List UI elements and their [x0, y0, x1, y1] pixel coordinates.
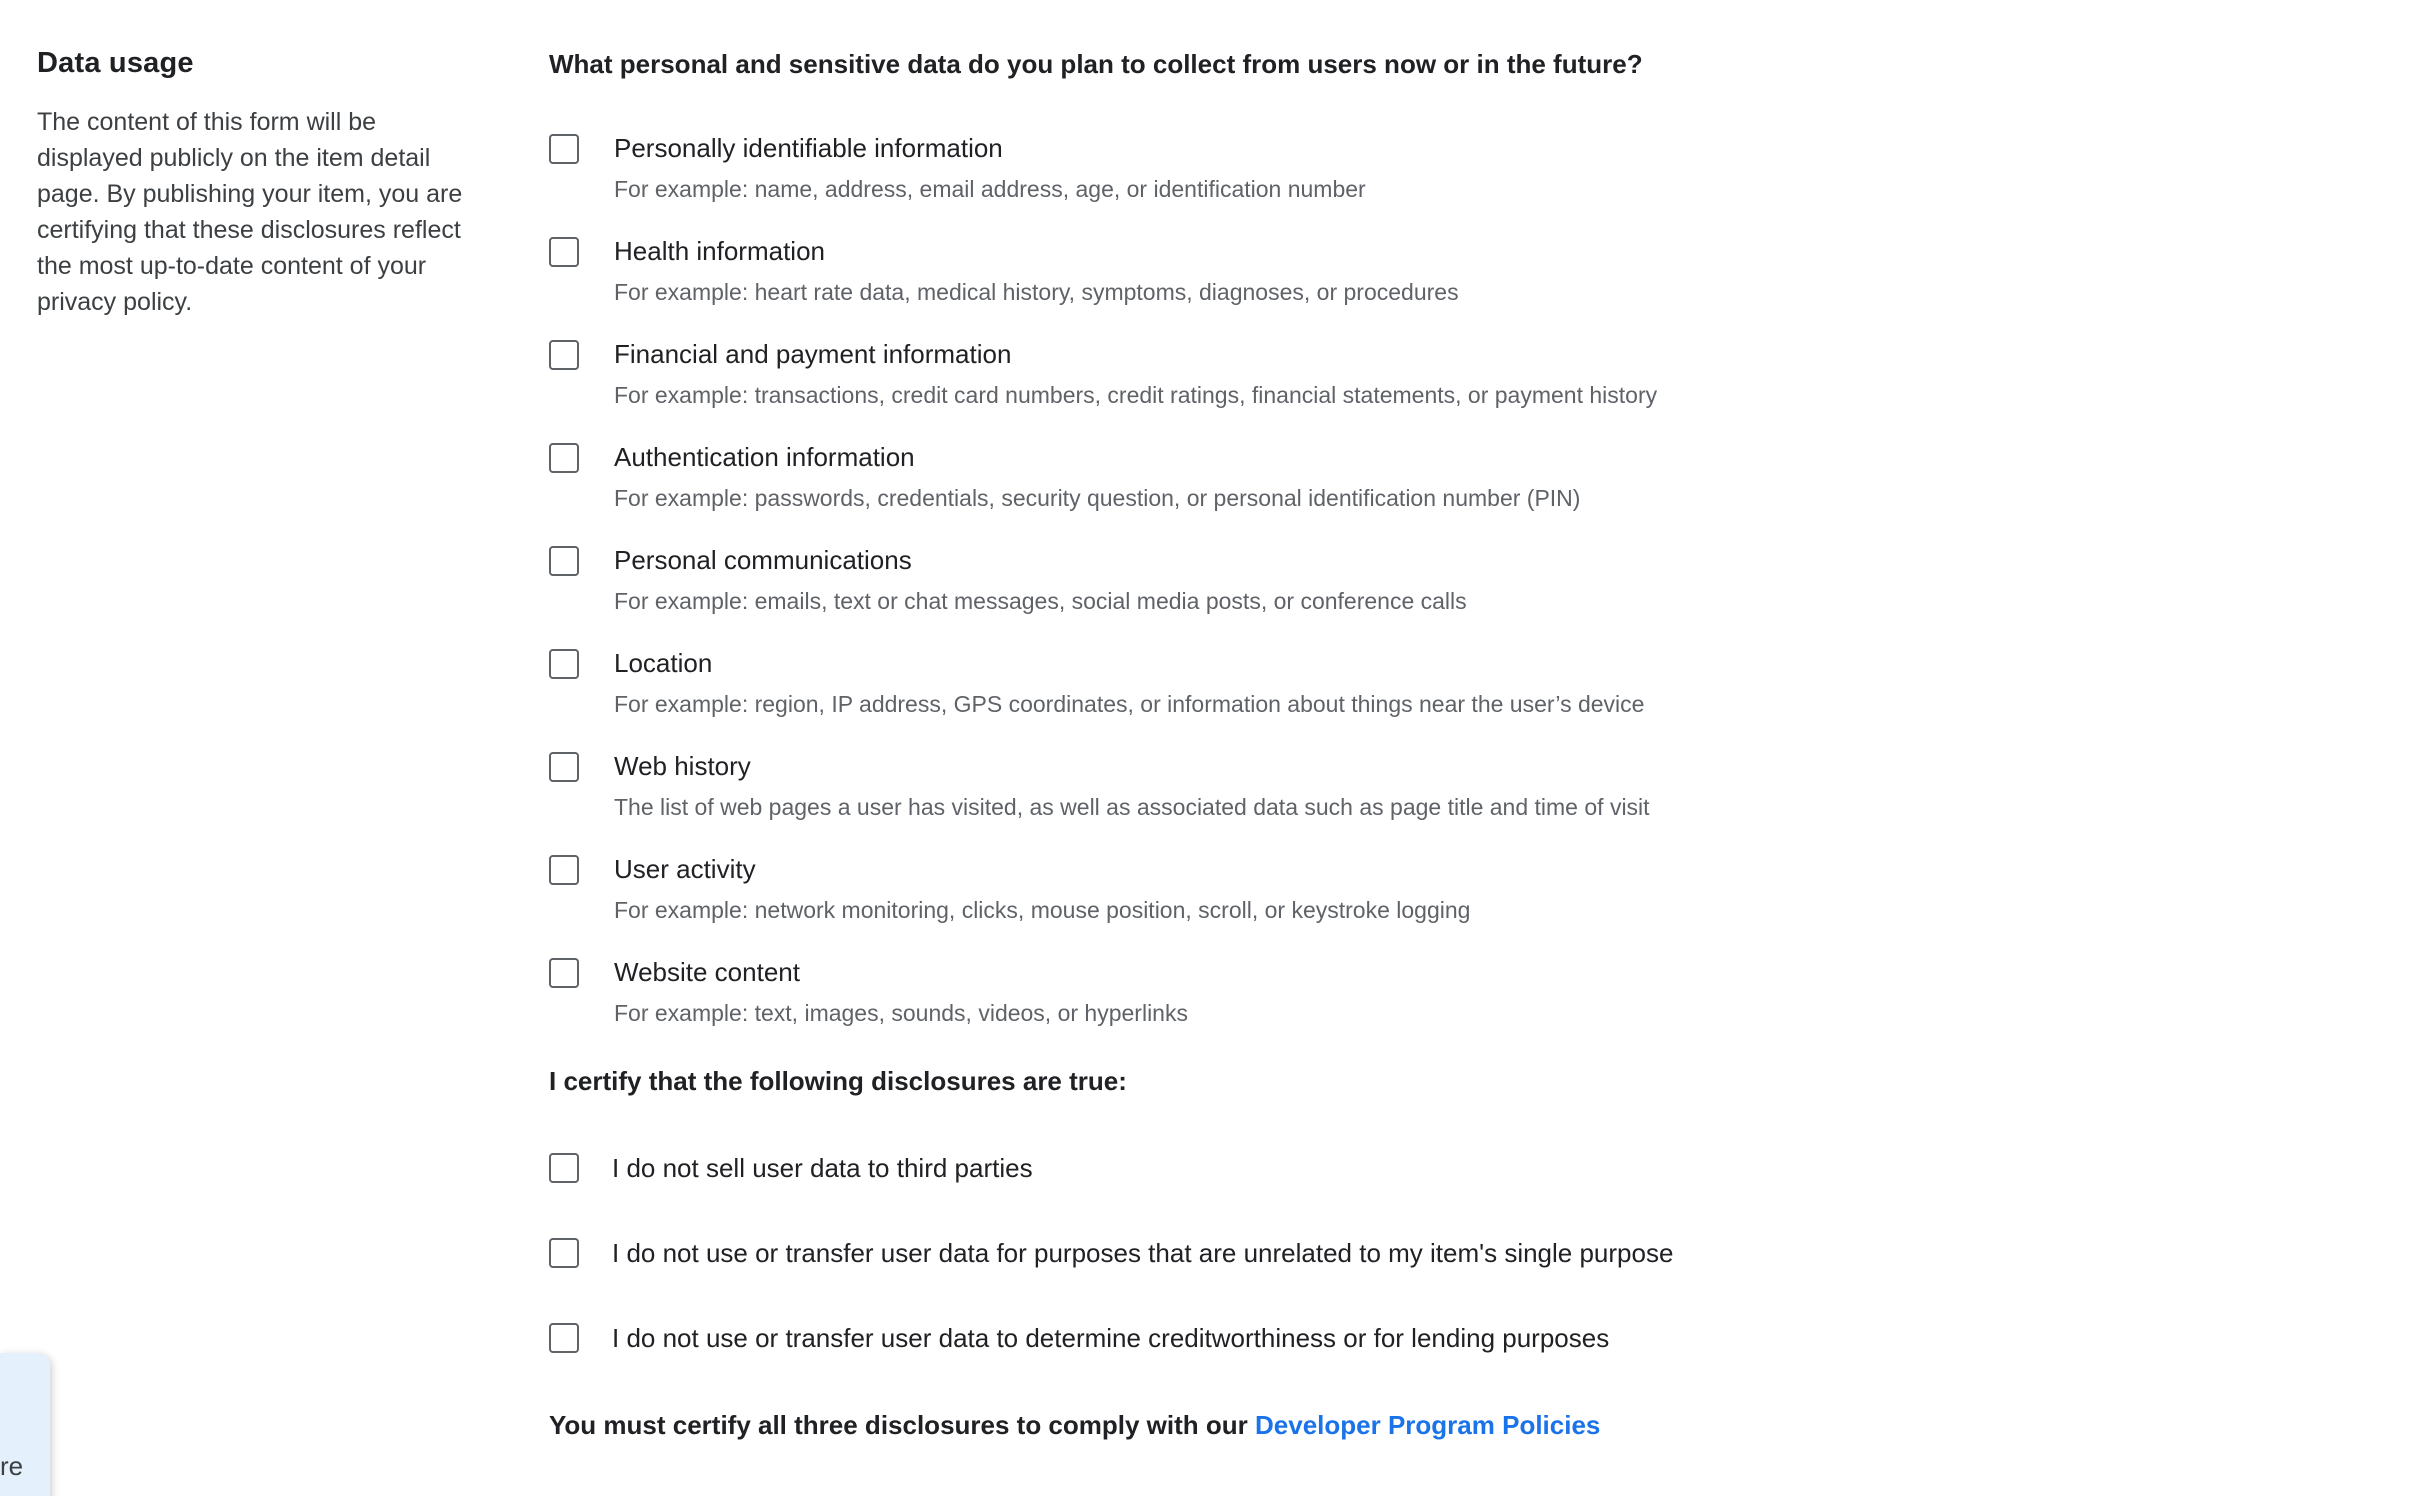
certification-label: I do not use or transfer user data for purposes that are unrelated to my item's single purpose — [612, 1238, 1674, 1268]
data-type-row[interactable] — [549, 956, 2309, 1028]
data-type-description: For example: network monitoring, clicks, mouse position, scroll, or keystroke logging — [614, 897, 1471, 923]
data-type-label: Authentication information — [614, 442, 915, 472]
checkbox-unchecked[interactable] — [549, 1238, 579, 1268]
certification-row[interactable] — [549, 1152, 2309, 1184]
data-type-texts — [614, 544, 1467, 616]
section-title: Data usage — [37, 47, 194, 79]
data-type-label: Web history — [614, 751, 751, 781]
checkbox-unchecked[interactable] — [549, 237, 579, 267]
checkbox-unchecked[interactable] — [549, 752, 579, 782]
certification-row[interactable] — [549, 1322, 2309, 1354]
data-usage-form — [549, 48, 2309, 1441]
cutoff-toast[interactable] — [0, 1353, 50, 1496]
data-type-label: Location — [614, 648, 713, 678]
data-type-label: Health information — [614, 236, 825, 266]
checkbox-unchecked[interactable] — [549, 1153, 579, 1183]
certification-label: I do not use or transfer user data to determine creditworthiness or for lending purposes — [612, 1323, 1610, 1353]
data-type-row[interactable] — [549, 132, 2309, 204]
data-type-texts — [614, 647, 1644, 719]
data-type-row[interactable] — [549, 338, 2309, 410]
data-type-description: For example: passwords, credentials, security question, or personal identification number (PIN) — [614, 485, 1581, 511]
checkbox-unchecked[interactable] — [549, 134, 579, 164]
data-type-description: For example: emails, text or chat messages, social media posts, or conference calls — [614, 588, 1467, 614]
data-type-texts — [614, 132, 1366, 204]
data-type-row[interactable] — [549, 647, 2309, 719]
developer-program-policies-link[interactable]: Developer Program Policies — [1255, 1410, 1601, 1440]
checkbox-unchecked[interactable] — [549, 340, 579, 370]
checkbox-unchecked[interactable] — [549, 546, 579, 576]
checkbox-unchecked[interactable] — [549, 443, 579, 473]
section-description: The content of this form will be displayed publicly on the item detail page. By publishing your item, you are certifying that these disclosures reflect the most up-to-date content of your privacy policy. — [37, 108, 463, 316]
data-type-texts — [614, 853, 1470, 925]
data-type-row[interactable] — [549, 750, 2309, 822]
data-type-list — [549, 132, 2309, 1028]
certification-row[interactable] — [549, 1237, 2309, 1269]
data-type-description: The list of web pages a user has visited, as well as associated data such as page title and time of visit — [614, 794, 1650, 820]
data-type-label: Personal communications — [614, 545, 912, 575]
data-type-texts — [614, 750, 1650, 822]
cutoff-toast-text: re — [0, 1451, 24, 1481]
data-type-label: Personally identifiable information — [614, 133, 1003, 163]
data-type-texts — [614, 956, 1188, 1028]
certify-footer — [549, 1409, 2309, 1441]
data-type-description: For example: text, images, sounds, videos, or hyperlinks — [614, 1000, 1188, 1026]
data-type-description: For example: name, address, email address, age, or identification number — [614, 176, 1366, 202]
data-usage-sidebar — [37, 47, 482, 320]
data-type-row[interactable] — [549, 853, 2309, 925]
checkbox-unchecked[interactable] — [549, 855, 579, 885]
data-type-label: User activity — [614, 854, 756, 884]
data-type-label: Website content — [614, 957, 800, 987]
certification-label: I do not sell user data to third parties — [612, 1153, 1033, 1183]
data-type-texts — [614, 235, 1459, 307]
collect-data-question: What personal and sensitive data do you plan to collect from users now or in the future? — [549, 49, 1643, 79]
certification-list — [549, 1152, 2309, 1354]
data-type-texts — [614, 338, 1657, 410]
data-type-label: Financial and payment information — [614, 339, 1012, 369]
data-type-row[interactable] — [549, 441, 2309, 513]
data-type-description: For example: heart rate data, medical history, symptoms, diagnoses, or procedures — [614, 279, 1459, 305]
data-type-description: For example: transactions, credit card numbers, credit ratings, financial statements, or payment history — [614, 382, 1658, 408]
data-type-row[interactable] — [549, 235, 2309, 307]
data-type-row[interactable] — [549, 544, 2309, 616]
data-type-texts — [614, 441, 1580, 513]
data-type-description: For example: region, IP address, GPS coordinates, or information about things near the user’s device — [614, 691, 1645, 717]
checkbox-unchecked[interactable] — [549, 649, 579, 679]
checkbox-unchecked[interactable] — [549, 1323, 579, 1353]
certify-heading: I certify that the following disclosures are true: — [549, 1066, 1127, 1096]
checkbox-unchecked[interactable] — [549, 958, 579, 988]
certify-footer-text: You must certify all three disclosures to comply with our — [549, 1410, 1248, 1440]
